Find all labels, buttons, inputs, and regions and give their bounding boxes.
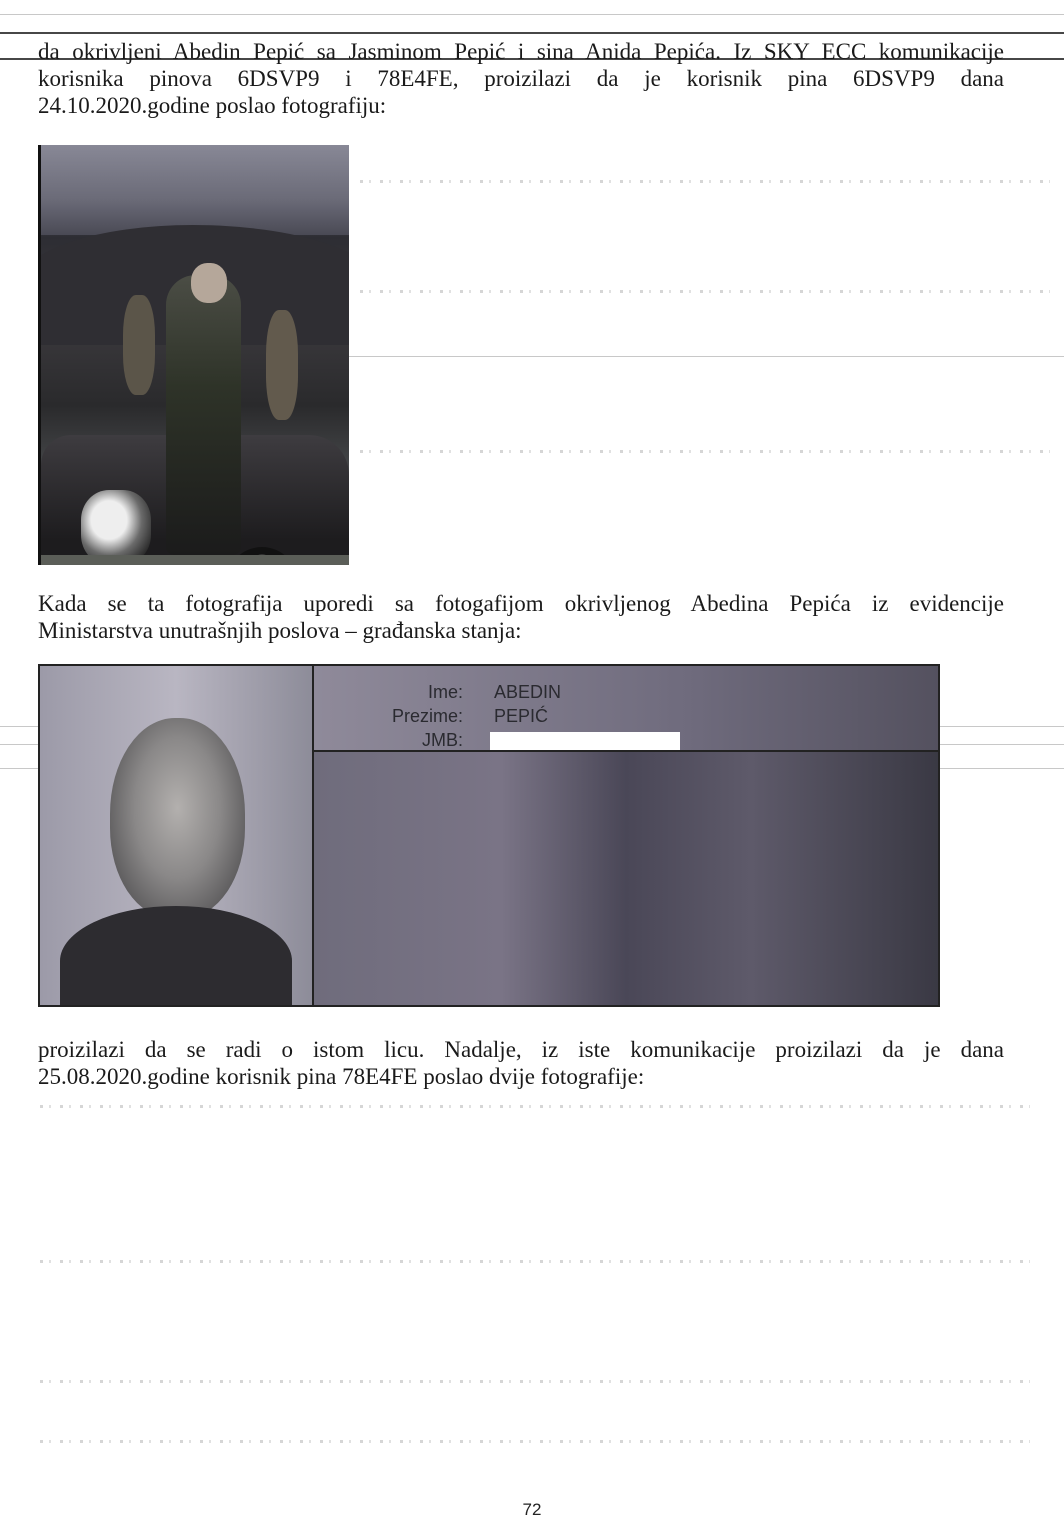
- portrait-face: [110, 718, 245, 918]
- scan-noise: [40, 1380, 1030, 1383]
- id-registry-record: [38, 664, 940, 1007]
- text-line: Ministarstva unutrašnjih poslova – građanska stanja:: [38, 618, 522, 643]
- id-info-panel: [314, 666, 938, 1005]
- scan-line: [0, 32, 1064, 34]
- text-line: proizilazi da se radi o istom licu. Nadalje, iz iste komunikacije proizilazi da je dana: [38, 1037, 1004, 1062]
- scan-noise: [360, 180, 1050, 183]
- ime-value: ABEDIN: [494, 682, 562, 702]
- text-line: da okrivljeni Abedin Pepić sa Jasminom Pepić i sina Anida Pepića. Iz SKY ECC komunikacije: [38, 39, 1004, 64]
- photo-sky: [41, 145, 349, 235]
- prezime-label: Prezime:: [391, 706, 463, 726]
- photo-dog: [81, 490, 151, 565]
- scan-line: [0, 14, 1064, 15]
- text-line: korisnika pinova 6DSVP9 i 78E4FE, proizilazi da je korisnik pina 6DSVP9 dana: [38, 66, 1004, 91]
- page-number: 72: [522, 1500, 542, 1519]
- portrait-shoulders: [60, 906, 292, 1005]
- scan-noise: [40, 1105, 1030, 1108]
- id-portrait-photo: [40, 666, 314, 1005]
- scan-noise: [360, 290, 1050, 293]
- scan-noise: [360, 450, 1050, 453]
- jmb-label: JMB:: [421, 730, 463, 750]
- photo-person: [166, 275, 241, 555]
- id-row-jmb: [314, 730, 938, 754]
- id-fields: [314, 666, 938, 752]
- scan-noise: [40, 1260, 1030, 1263]
- paragraph-conclusion: [38, 1036, 1004, 1090]
- photo-person-head: [191, 263, 227, 303]
- photo-game-birds: [123, 295, 155, 395]
- id-row-ime: [314, 682, 938, 706]
- id-row-prezime: [314, 706, 938, 730]
- text-line: 24.10.2020.godine poslao fotografiju:: [38, 93, 387, 118]
- scan-noise: [40, 1440, 1030, 1443]
- jmb-redaction: [490, 732, 680, 750]
- text-line: Kada se ta fotografija uporedi sa fotogafijom okrivljenog Abedina Pepića iz evidencije: [38, 591, 1004, 616]
- paragraph-comparison: [38, 590, 1004, 644]
- prezime-value: PEPIĆ: [494, 706, 549, 726]
- ime-label: Ime:: [427, 682, 463, 702]
- text-line: 25.08.2020.godine korisnik pina 78E4FE poslao dvije fotografije:: [38, 1064, 645, 1089]
- scan-line: [346, 356, 1064, 357]
- paragraph-intro: [38, 38, 1004, 119]
- hunting-photograph: [38, 145, 349, 565]
- photo-game-birds: [266, 310, 298, 420]
- photo-ground: [41, 555, 349, 565]
